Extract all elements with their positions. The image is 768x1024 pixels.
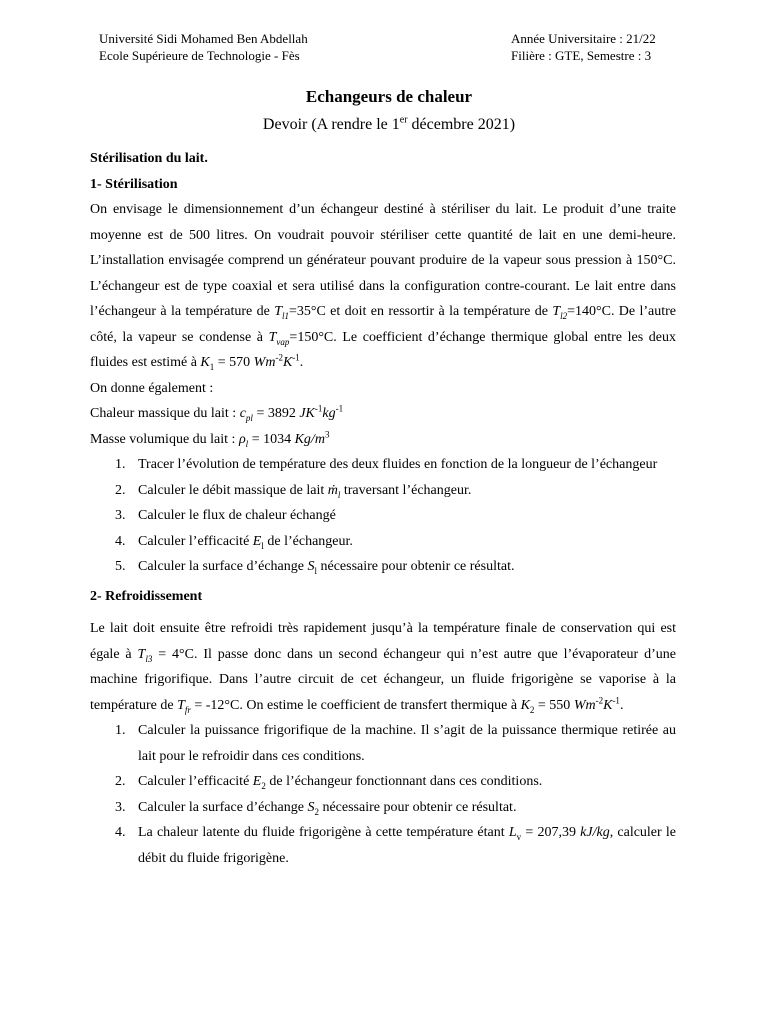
section-2-paragraph: Le lait doit ensuite être refroidi très rapidement jusqu’à la température finale de conservation qui est égale à $T_{l3} = 4^\circ C$. Il passe donc dans un second échangeur qui n’est autre que l’évaporateur d’une machine frigorifique. Dans l’autre circuit de cet échangeur, un fluide frigorigène se vaporise à la température de $T_{fr} = -12^\circ C$. On estime le coefficient de transfert thermique à $K_2 = 550$ $Wm^{-2}K^{-1}$. bbox=[90, 621, 676, 715]
section-spacer bbox=[90, 609, 676, 616]
question-1-2: 2. Calculer le débit massique de lait ṁ$_l$ traversant l’échangeur. bbox=[115, 482, 472, 500]
university-name: Université Sidi Mohamed Ben Abdellah bbox=[99, 31, 308, 46]
question-1-4: 4. Calculer l’efficacité $E_l$ de l’échangeur. bbox=[115, 533, 353, 551]
question-2-1: 1. Calculer la puissance frigorifique de la machine. Il s’agit de la puissance thermique retirée au lait pour le refroidir dans ces conditions. bbox=[115, 723, 676, 764]
specific-heat-line: Chaleur massique du lait : $c_{pl} = 3892$ $JK^{-1}kg^{-1}$ bbox=[90, 403, 344, 423]
topic-heading: Stérilisation du lait. bbox=[90, 151, 208, 166]
document-title: Echangeurs de chaleur bbox=[305, 87, 473, 106]
question-1-1: 1. Tracer l’évolution de température des deux fluides en fonction de la longueur de l’échangeur bbox=[115, 457, 658, 472]
document-body bbox=[90, 146, 676, 871]
academic-year: Année Universitaire : 21/22 bbox=[511, 31, 656, 46]
section-2-questions bbox=[90, 718, 676, 871]
section-2-heading: 2- Refroidissement bbox=[90, 588, 203, 604]
header-institution bbox=[99, 30, 308, 64]
section-1-paragraph: On envisage le dimensionnement d’un échangeur destiné à stériliser du lait. Le produit d’une traite moyenne est de 500 litres. On voudrait pouvoir stériliser cette quantité de lait en une demi-heure. L’installation envisagée comprend un générateur pouvant produire de la vapeur sous pression à 150°C. L’échangeur est de type coaxial et sera utilisé dans la configuration contre-courant. Le lait entre dans l’échangeur à la température de $T_{l1}=35^\circ C$ et doit en ressortir à la température de $T_{l2}=140^\circ C$. De l’autre côté, la vapeur se condense à $T_{vap}=150^\circ C$. Le coefficient d’échange thermique global entre les deux fluides est estimé à $K_1 = 570$ $Wm^{-2}K^{-1}$. bbox=[90, 202, 677, 372]
question-1-3: 3. Calculer le flux de chaleur échangé bbox=[115, 508, 336, 523]
given-data-intro: On donne également : bbox=[90, 380, 214, 396]
question-2-3: 3. Calculer la surface d’échange $S_2$ nécessaire pour obtenir ce résultat. bbox=[115, 799, 517, 817]
header-course-info bbox=[511, 30, 656, 64]
school-name: Ecole Supérieure de Technologie - Fès bbox=[99, 48, 300, 63]
question-1-5: 5. Calculer la surface d’échange $S_l$ nécessaire pour obtenir ce résultat. bbox=[115, 559, 515, 576]
question-2-2: 2. Calculer l’efficacité $E_2$ de l’échangeur fonctionnant dans ces conditions. bbox=[115, 774, 543, 791]
density-line: Masse volumique du lait : $\rho_l = 1034$ $Kg/m^3$ bbox=[90, 428, 330, 449]
question-2-4: 4. La chaleur latente du fluide frigorigène à cette température étant $L_v = 207,39$ kJ/kg, calculer le débit du fluide frigorigène. bbox=[115, 825, 676, 866]
document-subtitle: Devoir (A rendre le 1er décembre 2021) bbox=[262, 114, 516, 133]
program-semester: Filière : GTE, Semestre : 3 bbox=[511, 48, 652, 63]
section-1-heading: 1- Stérilisation bbox=[90, 176, 178, 192]
section-1-questions bbox=[90, 452, 676, 580]
